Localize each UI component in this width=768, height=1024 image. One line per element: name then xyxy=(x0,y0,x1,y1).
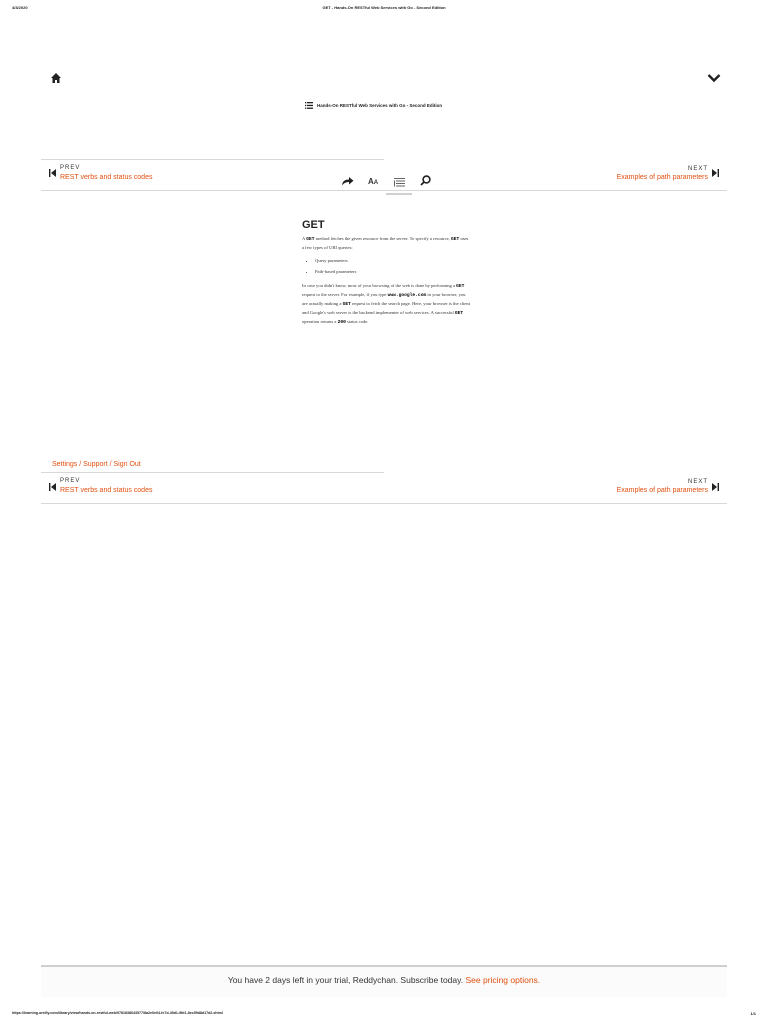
chevron-down-icon[interactable] xyxy=(707,73,721,83)
divider xyxy=(41,159,384,160)
trial-bar xyxy=(41,967,727,997)
list-item: • Path-based parameters xyxy=(315,269,470,274)
divider xyxy=(41,472,384,473)
next-icon[interactable] xyxy=(712,169,719,177)
toc-icon xyxy=(305,102,313,109)
account-links: Settings / Support / Sign Out xyxy=(52,461,141,468)
prev-link[interactable]: REST verbs and status codes xyxy=(60,487,153,494)
uri-query-list xyxy=(302,258,470,274)
article-paragraph: A GET method fetches the given resource from the server. To specify a resource, GET uses a few types of URI queries: xyxy=(302,236,469,250)
article xyxy=(302,219,470,327)
font-size-icon[interactable]: AA xyxy=(368,177,379,186)
settings-link[interactable]: Settings xyxy=(52,461,78,468)
trial-text: You have 2 days left in your trial, Reddychan. Subscribe today. xyxy=(227,975,464,985)
prev-link[interactable]: REST verbs and status codes xyxy=(60,174,153,181)
print-url: https://learning.oreilly.com/library/view/hands-on-restful-web/9781838643577/8a2e0e04-fe7d-49d1-9fd1-8ec59d8d17d2.xhtml xyxy=(12,1011,223,1015)
divider xyxy=(41,190,727,191)
article-paragraph: In case you didn't know, most of your browsing of the web is done by performing a GET request to the server. For example, if you type www.google.com in your browser, you are actually making a GET request to fetch the search page. Here, your browser is the client and Google's web server is the backend implementer of web services. A successful GET operation returns a 200 status code. xyxy=(302,283,470,325)
prev-icon[interactable] xyxy=(49,483,56,491)
home-icon[interactable] xyxy=(50,72,62,84)
notes-icon[interactable] xyxy=(394,178,405,187)
next-link[interactable]: Examples of path parameters xyxy=(616,487,708,494)
share-icon[interactable] xyxy=(341,176,354,186)
pricing-link[interactable]: See pricing options. xyxy=(465,975,541,985)
divider xyxy=(41,503,727,504)
next-label: NEXT xyxy=(687,166,708,172)
prev-label: PREV xyxy=(60,478,81,484)
sign-out-link[interactable]: Sign Out xyxy=(113,461,141,468)
next-icon[interactable] xyxy=(712,483,719,491)
print-date: 4/3/2020 xyxy=(12,5,28,10)
book-title-link[interactable] xyxy=(305,102,442,109)
print-page-number: 1/1 xyxy=(750,1011,756,1016)
search-icon[interactable] xyxy=(420,175,431,186)
print-title: GET - Hands-On RESTful Web Services with Go - Second Edition xyxy=(322,5,446,10)
list-item: • Query parameters xyxy=(315,258,470,263)
support-link[interactable]: Support xyxy=(83,461,108,468)
prev-label: PREV xyxy=(60,165,81,171)
next-label: NEXT xyxy=(687,479,708,485)
article-heading: GET xyxy=(302,219,325,231)
prev-icon[interactable] xyxy=(49,169,56,177)
next-link[interactable]: Examples of path parameters xyxy=(616,174,708,181)
book-title: Hands-On RESTful Web Services with Go - Second Edition xyxy=(317,103,443,108)
notes-underline xyxy=(386,193,412,195)
